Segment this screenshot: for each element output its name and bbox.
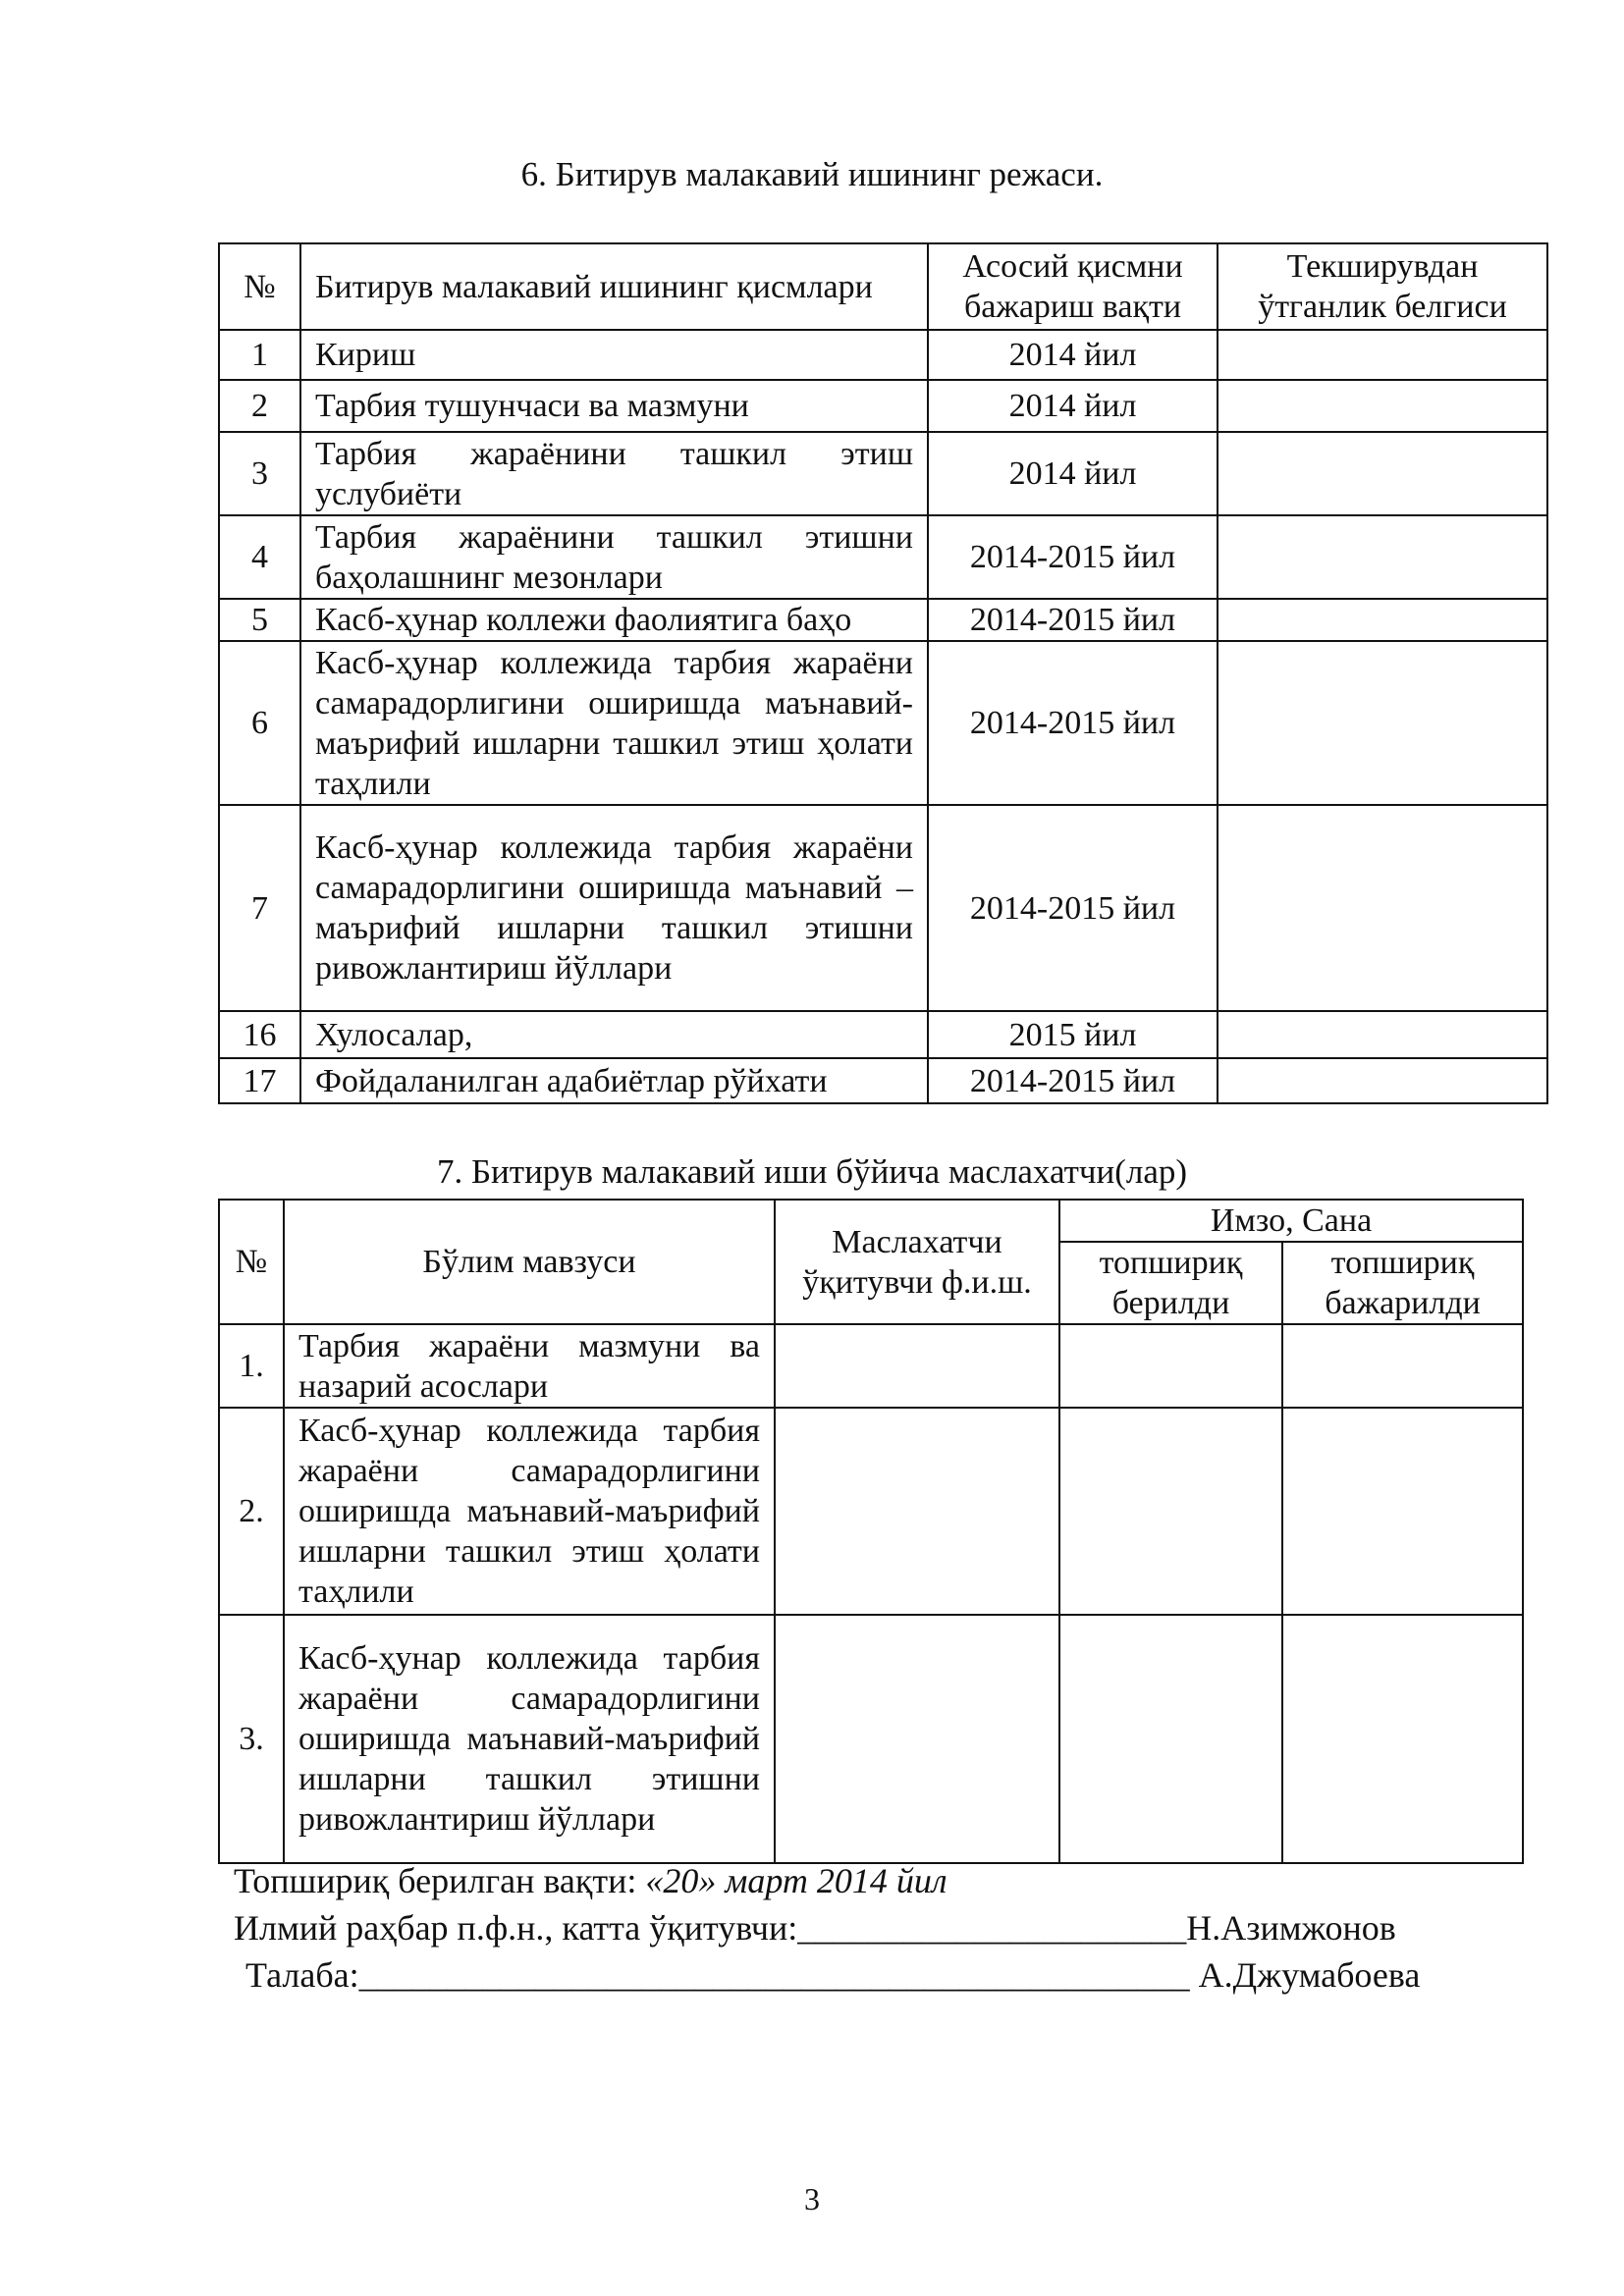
plan-row-check: [1218, 380, 1547, 432]
plan-row-num: 5: [219, 599, 300, 641]
plan-row: [219, 1058, 1547, 1103]
advisors-row: [219, 1615, 1523, 1863]
advisors-header-sign-date: Имзо, Сана: [1059, 1200, 1523, 1242]
plan-row-time: 2015 йил: [928, 1011, 1218, 1058]
plan-row-num: 17: [219, 1058, 300, 1103]
advisors-row-teacher: [775, 1324, 1059, 1408]
plan-row-num: 4: [219, 515, 300, 599]
plan-row-time: 2014-2015 йил: [928, 805, 1218, 1011]
plan-row-part: Касб-ҳунар коллежида тарбия жараёни самарадорлигини оширишда маънавий – маърифий ишларни ташкил этишни ривожлантириш йўллари: [300, 805, 928, 1011]
advisors-row-teacher: [775, 1615, 1059, 1863]
advisors-row-given: [1059, 1408, 1282, 1615]
plan-row-check: [1218, 515, 1547, 599]
advisors-row-num: 2.: [219, 1408, 284, 1615]
plan-row: [219, 432, 1547, 515]
advisors-header-teacher: Маслахатчи ўқитувчи ф.и.ш.: [775, 1200, 1059, 1324]
advisors-row-teacher: [775, 1408, 1059, 1615]
plan-header-row: [219, 243, 1547, 330]
page-number: 3: [804, 2181, 820, 2216]
plan-row-time: 2014-2015 йил: [928, 641, 1218, 805]
plan-header-part: Битирув малакавий ишининг қисмлари: [300, 243, 928, 330]
plan-row-time: 2014-2015 йил: [928, 1058, 1218, 1103]
plan-header-time: Асосий қисмни бажариш вақти: [928, 243, 1218, 330]
plan-row-time: 2014 йил: [928, 380, 1218, 432]
advisors-row-section: Касб-ҳунар коллежида тарбия жараёни самарадорлигини оширишда маънавий-маърифий ишларни ташкил этиш ҳолати таҳлили: [284, 1408, 775, 1615]
plan-title: 6. Битирув малакавий ишининг режаси.: [520, 155, 1104, 193]
advisors-row-num: 3.: [219, 1615, 284, 1863]
plan-row-part: Тарбия тушунчаси ва мазмуни: [300, 380, 928, 432]
advisors-row-section: Тарбия жараёни мазмуни ва назарий асослари: [284, 1324, 775, 1408]
plan-header-num: №: [219, 243, 300, 330]
plan-header-check: Текширувдан ўтганлик белгиси: [1218, 243, 1547, 330]
advisors-row: [219, 1324, 1523, 1408]
plan-row-num: 7: [219, 805, 300, 1011]
advisors-header-given: топшириқ берилди: [1059, 1242, 1282, 1324]
advisors-title: 7. Битирув малакавий иши бўйича маслахатчи(лар): [436, 1152, 1188, 1191]
advisors-header-row: [219, 1200, 1523, 1242]
advisors-row-done: [1282, 1324, 1523, 1408]
plan-row-part: Касб-ҳунар коллежида тарбия жараёни самарадорлигини оширишда маънавий-маърифий ишларни ташкил этиш ҳолати таҳлили: [300, 641, 928, 805]
plan-row-check: [1218, 1058, 1547, 1103]
student-label: Талаба:: [245, 1955, 359, 1995]
advisors-header-done: топшириқ бажарилди: [1282, 1242, 1523, 1324]
advisors-row-num: 1.: [219, 1324, 284, 1408]
plan-row-check: [1218, 330, 1547, 380]
advisors-header-section: Бўлим мавзуси: [284, 1200, 775, 1324]
plan-row: [219, 1011, 1547, 1058]
advisors-row-section: Касб-ҳунар коллежида тарбия жараёни самарадорлигини оширишда маънавий-маърифий ишларни ташкил этишни ривожлантириш йўллари: [284, 1615, 775, 1863]
plan-row: [219, 330, 1547, 380]
assigned-date: «20» март 2014 йил: [645, 1861, 947, 1900]
advisors-row: [219, 1408, 1523, 1615]
supervisor-line: [234, 1907, 1396, 1949]
plan-row-check: [1218, 805, 1547, 1011]
assigned-date-line: [234, 1860, 947, 1901]
plan-row-part: Тарбия жараёнини ташкил этиш услубиёти: [300, 432, 928, 515]
advisors-header-num: №: [219, 1200, 284, 1324]
plan-row-part: Хулосалар,: [300, 1011, 928, 1058]
plan-row-num: 2: [219, 380, 300, 432]
plan-row-time: 2014-2015 йил: [928, 515, 1218, 599]
plan-row-time: 2014 йил: [928, 432, 1218, 515]
assigned-label: Топшириқ берилган вақти:: [234, 1861, 637, 1900]
plan-row: [219, 599, 1547, 641]
supervisor-name: Н.Азимжонов: [1186, 1908, 1396, 1948]
plan-row-part: Кириш: [300, 330, 928, 380]
student-signature-line: _______________________________________________: [358, 1955, 1190, 1995]
plan-row-part: Фойдаланилган адабиётлар рўйхати: [300, 1058, 928, 1103]
advisors-row-done: [1282, 1408, 1523, 1615]
student-line: [245, 1954, 1420, 1996]
plan-row: [219, 515, 1547, 599]
plan-row-part: Касб-ҳунар коллежи фаолиятига баҳо: [300, 599, 928, 641]
plan-row-check: [1218, 432, 1547, 515]
plan-row-check: [1218, 641, 1547, 805]
supervisor-signature-line: ______________________: [797, 1908, 1187, 1948]
advisors-table: [218, 1199, 1524, 1864]
plan-row-num: 16: [219, 1011, 300, 1058]
plan-row-num: 1: [219, 330, 300, 380]
plan-row: [219, 380, 1547, 432]
plan-row-time: 2014 йил: [928, 330, 1218, 380]
student-name: А.Джумабоева: [1198, 1955, 1421, 1995]
plan-row-part: Тарбия жараёнини ташкил этишни баҳолашнинг мезонлари: [300, 515, 928, 599]
plan-row-check: [1218, 599, 1547, 641]
plan-row: [219, 805, 1547, 1011]
advisors-row-given: [1059, 1324, 1282, 1408]
advisors-row-given: [1059, 1615, 1282, 1863]
supervisor-label: Илмий раҳбар п.ф.н., катта ўқитувчи:: [234, 1908, 798, 1948]
advisors-row-done: [1282, 1615, 1523, 1863]
plan-row-time: 2014-2015 йил: [928, 599, 1218, 641]
plan-row-check: [1218, 1011, 1547, 1058]
plan-row-num: 3: [219, 432, 300, 515]
plan-row-num: 6: [219, 641, 300, 805]
plan-table: [218, 242, 1548, 1104]
plan-row: [219, 641, 1547, 805]
